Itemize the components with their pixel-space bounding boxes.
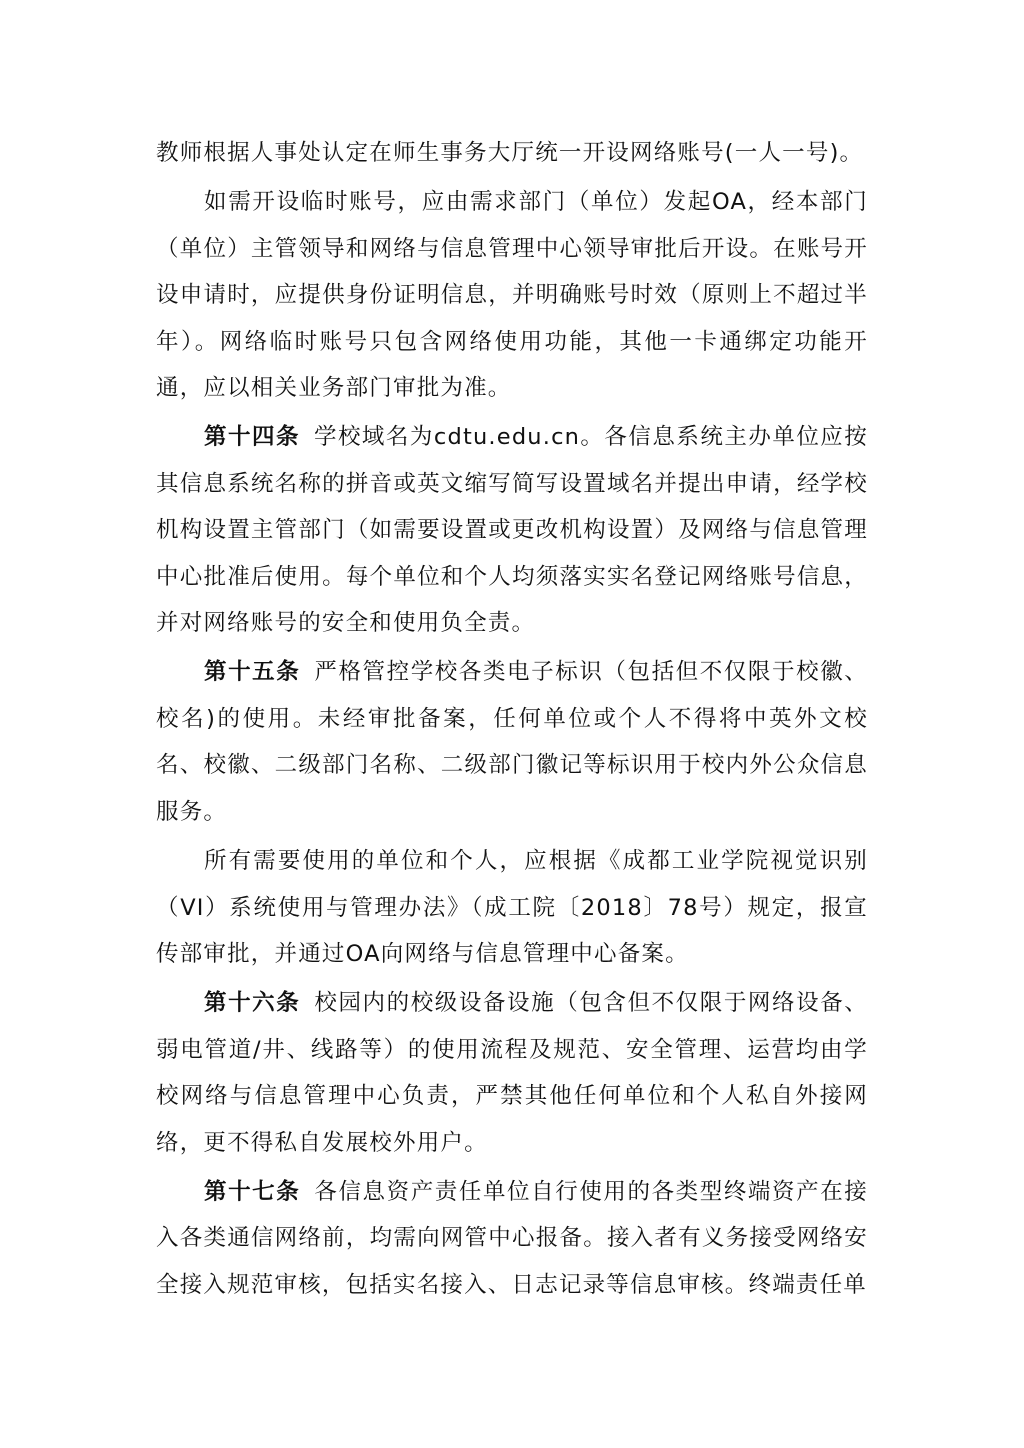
- article-14: [156, 414, 868, 649]
- paragraph-text: 教师根据人事处认定在师生事务大厅统一开设网络账号(一人一号)。: [156, 140, 864, 166]
- paragraph-text: 校园内的校级设备设施（包含但不仅限于网络设备、弱电管道/井、线路等）的使用流程及规范、安全管理、运营均由学校网络与信息管理中心负责，严禁其他任何单位和个人私自外接网络，更不得私自发展校外用户。: [156, 990, 868, 1156]
- article-17: [156, 1169, 868, 1311]
- paragraph-vi-usage: [156, 838, 868, 980]
- paragraph-text: 所有需要使用的单位和个人，应根据《成都工业学院视觉识别（VI）系统使用与管理办法》（成工院〔2018〕78号）规定，报宣传部审批，并通过OA向网络与信息管理中心备案。: [156, 848, 868, 967]
- paragraph-text: 如需开设临时账号，应由需求部门（单位）发起OA，经本部门（单位）主管领导和网络与信息管理中心领导审批后开设。在账号开设申请时，应提供身份证明信息，并明确账号时效（原则上不超过半年）。网络临时账号只包含网络使用功能，其他一卡通绑定功能开通，应以相关业务部门审批为准。: [156, 189, 868, 402]
- paragraph-text: 各信息资产责任单位自行使用的各类型终端资产在接入各类通信网络前，均需向网管中心报备。接入者有义务接受网络安全接入规范审核，包括实名接入、日志记录等信息审核。终端责任单: [156, 1178, 868, 1298]
- paragraph-text: 严格管控学校各类电子标识（包括但不仅限于校徽、校名)的使用。未经审批备案，任何单位或个人不得将中英外文校名、校徽、二级部门名称、二级部门徽记等标识用于校内外公众信息服务。: [156, 659, 868, 825]
- article-number: 第十四条: [204, 424, 300, 451]
- article-16: [156, 980, 868, 1169]
- article-15: [156, 649, 868, 838]
- document-body: [156, 130, 868, 1311]
- paragraph-temporary-account: [156, 179, 868, 414]
- article-number: 第十七条: [204, 1178, 301, 1205]
- paragraph-text: 学校域名为cdtu.edu.cn。各信息系统主办单位应按其信息系统名称的拼音或英文缩写简写设置域名并提出申请，经学校机构设置主管部门（如需要设置或更改机构设置）及网络与信息管理中心批准后使用。每个单位和个人均须落实实名登记网络账号信息，并对网络账号的安全和使用负全责。: [156, 424, 868, 637]
- paragraph-account-policy: [156, 130, 868, 179]
- article-number: 第十六条: [204, 990, 301, 1017]
- article-number: 第十五条: [204, 659, 301, 686]
